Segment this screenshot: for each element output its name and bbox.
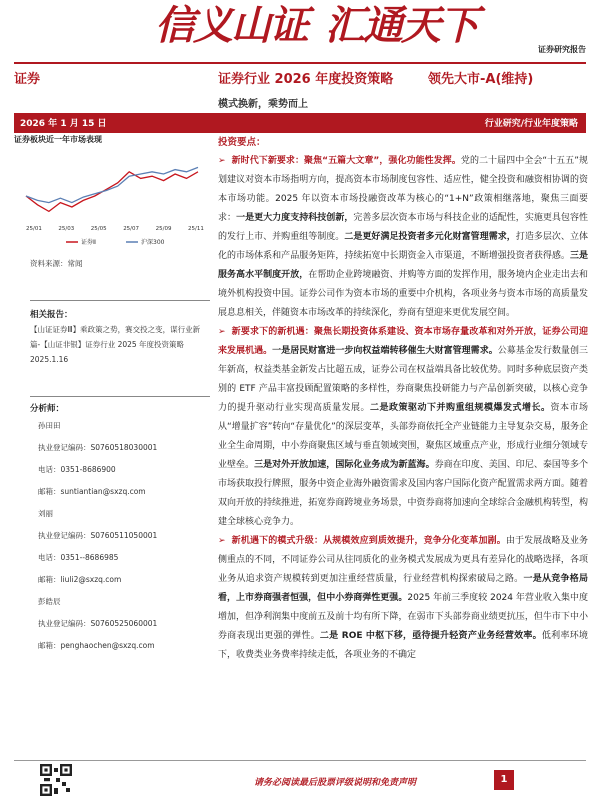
series-line-1 — [26, 167, 198, 202]
analyst-name: 彭皓辰 — [38, 597, 61, 606]
analyst-phone: 电话：0351--8686985 — [38, 553, 119, 562]
page-number: 1 — [494, 770, 514, 790]
x-tick-label: 25/05 — [90, 226, 107, 232]
analyst-phone: 电话：0351-8686900 — [38, 465, 116, 474]
key-point-2 — [218, 323, 588, 532]
key-point-1 — [218, 152, 588, 323]
key-points-heading: 投资要点： — [218, 137, 266, 148]
related-report-link[interactable]: 【山证证券Ⅲ】乘政策之势，赛交投之变，谋行业新篇-【山证非银】证券行业 2025 年度投资策略 2025.1.16 — [30, 325, 201, 364]
x-tick-label: 25/09 — [155, 226, 172, 232]
legend-label: 证券Ⅱ — [81, 239, 96, 246]
text: 完善多层次资本市场与科技企业的适配性，实施更具包容性的发行上市、并购重组等制度。 — [218, 213, 588, 242]
header-banner — [0, 0, 600, 58]
sector-label: 证券 — [14, 72, 41, 87]
analyst-email[interactable]: 邮箱：liuli2@sxzq.com — [38, 575, 122, 584]
brand-right: 汇通天下 — [325, 2, 477, 49]
series-line-0 — [26, 172, 198, 212]
divider — [30, 300, 210, 301]
analysts-heading: 分析师： — [30, 404, 65, 414]
arrow-bullet-icon: ➢ — [218, 536, 226, 546]
chart-source: 资料来源：常闻 — [30, 259, 83, 268]
analyst-email[interactable]: 邮箱：penghaochen@sxzq.com — [38, 641, 155, 650]
analyst-email[interactable]: 邮箱：suntiantian@sxzq.com — [38, 487, 146, 496]
analyst-name: 孙田田 — [38, 421, 61, 430]
report-title: 证券行业 2026 年度投资策略 — [218, 72, 394, 87]
related-reports-heading: 相关报告： — [30, 310, 73, 320]
main-content — [218, 133, 588, 665]
disclaimer: 请务必阅读最后股票评级说明和免责声明 — [254, 778, 417, 788]
analyst-cert: 执业登记编码：S0760525060001 — [38, 619, 158, 628]
text: 2025 年前三季度较 2024 年营业收入集中度增加，但净利润集中度前五及前十均有所下降，在弱市下头部券商业绩更抗压，但牛市下中小券商表现出更强的弹性。 — [218, 593, 588, 641]
text-bold: 一是居民财富进一步向权益端转移催生大财富管理需求。 — [272, 346, 498, 356]
key-point-2-heading: 新要求下的新机遇：聚焦长期投资体系建设、资本市场存量改革和对外开放，证券公司迎来发展机遇。 — [218, 327, 588, 356]
report-type-label: 证券研究报告 — [538, 45, 586, 54]
text: 在帮助企业跨境融资、并购等方面的发挥作用，服务境内企业走出去和境外机构投资中国。证券公司作为资本市场的重要中介机构，各项业务与资本市场的高质量发展息息相关，伴随资本市场改革的持续深化，券商有望迎来更优发展空间。 — [218, 270, 588, 318]
text-bold: 二是 ROE 中枢下移，亟待提升轻资产业务经营效率。 — [319, 631, 542, 641]
text: 资本市场从“增量扩容”转向“存量优化”的深层变革，头部券商依托全产业链能力主导复杂交易，服务企业全生命周期，中小券商聚焦区域与垂直领域突围，聚焦区域重点产业，形成行业细分领域专业壁垒。 — [218, 403, 588, 470]
text: 打造多层次、立体化的市场体系和产品服务矩阵，持续拓宽中长期资金入市渠道，不断增强投资者获得感。 — [218, 232, 588, 261]
x-tick-label: 25/07 — [123, 226, 140, 232]
arrow-bullet-icon: ➢ — [218, 327, 226, 337]
text: 党的二十届四中全会“十五五”规划建议对资本市场指明方向，提高资本市场制度包容性、适应性，健全投资和融资相协调的资本市场功能。2025 年以资本市场投融资改革为核心的“1+N”政策相继落地，聚焦三面要求： — [218, 156, 588, 223]
brand-left: 信义山证 — [155, 2, 307, 49]
analyst-cert: 执业登记编码：S0760518030001 — [38, 443, 158, 452]
text-bold: 一是从竞争格局看，上市券商强者恒强，但中小券商弹性更强。 — [218, 574, 588, 603]
footer-rule — [14, 760, 586, 761]
key-point-1-heading: 新时代下新要求：聚焦“五篇大文章”，强化功能性发挥。 — [231, 156, 461, 166]
x-tick-label: 25/01 — [26, 226, 42, 232]
analyst-cert: 执业登记编码：S0760511050001 — [38, 531, 158, 540]
performance-chart — [22, 146, 202, 252]
text: 由于发展战略及业务侧重点的不同，不同证券公司从往同质化的业务模式发展成为更具有差异化的战略选择，各项业务从追求资产规模转到更加注重经营质量，行业经营机构探索破局之路。 — [218, 536, 588, 584]
qr-code-icon — [40, 764, 72, 796]
legend-label: 沪深300 — [141, 239, 165, 246]
rating-label: 领先大市-A(维持) — [428, 72, 534, 87]
x-tick-label: 25/03 — [58, 226, 75, 232]
text: 低利率环境下，收费类业务费率持续走低，各项业务的不确定 — [218, 631, 588, 660]
text-bold: 二是政策驱动下并购重组规模爆发式增长。 — [369, 403, 551, 413]
analyst-name: 刘丽 — [38, 509, 53, 518]
text: 公募基金发行数量创三年新高，权益类基金新发占比超五成，证券公司在权益端具备比较优势。同时多种底层资产类别的 ETF 产品丰富投顾配置策略的多样性，券商聚焦投研能力与产品创新突破，以核心竞争力的提升驱动行业实现高质量发展。 — [218, 346, 588, 413]
key-point-3 — [218, 532, 588, 665]
report-category: 行业研究/行业年度策略 — [484, 119, 578, 129]
report-date: 2026 年 1 月 15 日 — [20, 119, 107, 129]
key-point-3-heading: 新机遇下的模式升级：从规模效应到质效提升，竞争分化变革加剧。 — [231, 536, 506, 546]
text-bold: 二是更好满足投资者多元化财富管理需求， — [344, 232, 516, 242]
header-rule — [14, 62, 586, 64]
report-subtitle: 模式换新，乘势而上 — [218, 99, 308, 110]
x-tick-label: 25/11 — [188, 226, 204, 232]
text-bold: 一是更大力度支持科技创新， — [236, 213, 354, 223]
text-bold: 三是服务高水平制度开放， — [218, 251, 588, 280]
text: 券商在印度、美国、印尼、泰国等多个市场获取投行牌照，服务中资企业海外融资需求及国内客户国际化资产配置需求两方面。随着双向开放的持续推进，拓宽券商跨境业务场景，中资券商将加速向全球综合金融机构转型，构建全球核心竞争力。 — [218, 460, 588, 527]
chart-title: 证券板块近一年市场表现 — [14, 135, 102, 144]
text-bold: 三是对外开放加速，国际化业务成为新蓝海。 — [254, 460, 435, 470]
brand-slogan — [155, 0, 477, 51]
divider — [30, 396, 210, 397]
arrow-bullet-icon: ➢ — [218, 156, 226, 166]
